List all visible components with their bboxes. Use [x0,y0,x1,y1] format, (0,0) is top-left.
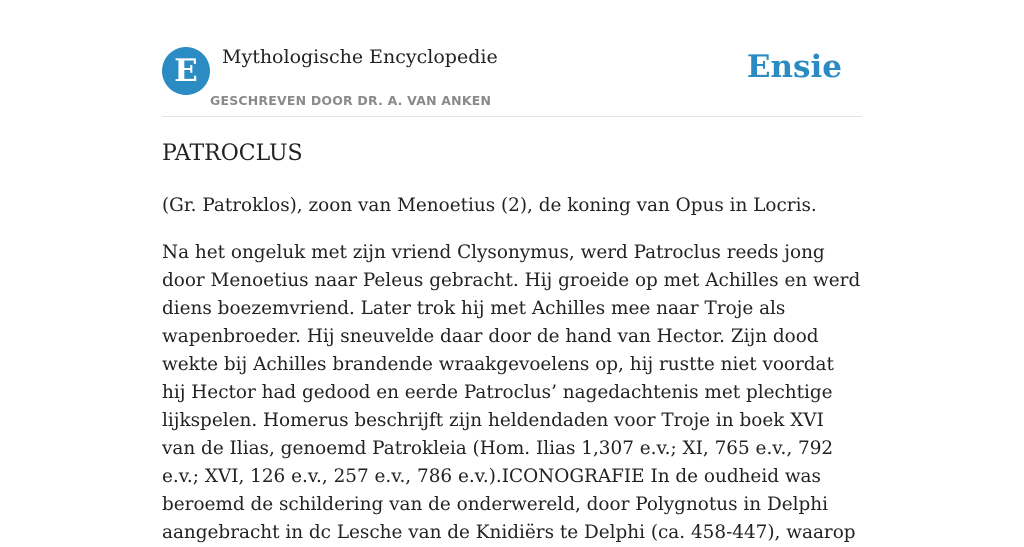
author-line: GESCHREVEN DOOR DR. A. VAN ANKEN [210,93,492,108]
book-title-link[interactable]: Mythologische Encyclopedie [222,46,498,68]
ensie-logo-link[interactable]: Ensie [746,49,842,85]
page-header [162,0,862,117]
entry-paragraph-intro: (Gr. Patroklos), zoon van Menoetius (2), de koning van Opus in Locris. [162,195,817,216]
encyclopedia-logo-badge[interactable]: E [162,47,210,95]
entry-title: PATROCLUS [162,141,303,166]
entry-paragraph-main: Na het ongeluk met zijn vriend Clysonymus, werd Patroclus reeds jong door Menoetius naar Peleus gebracht. Hij groeide op met Achilles en werd diens boezemvriend. Later trok hij met Achilles mee naar Troje als wapenbroeder. Hij sneuvelde daar door de hand van Hector. Zijn dood wekte bij Achilles brandende wraakgevoelens op, hij rustte niet voordat hij Hector had gedood en eerde Patroclus’ nagedachtenis met plechtige lijkspelen. Homerus beschrijft zijn heldendaden voor Troje in boek XVI van de Ilias, genoemd Patrokleia (Hom. Ilias 1,307 e.v.; XI, 765 e.v., 792 e.v.; XVI, 126 e.v., 257 e.v., 786 e.v.).ICONOGRAFIE In de oudheid was beroemd de schildering van de onderwereld, door Polygnotus in Delphi aangebracht in dc Lesche van de Knidiërs te Delphi (ca. 458-447), waarop [162,242,861,543]
article-card [162,0,862,543]
